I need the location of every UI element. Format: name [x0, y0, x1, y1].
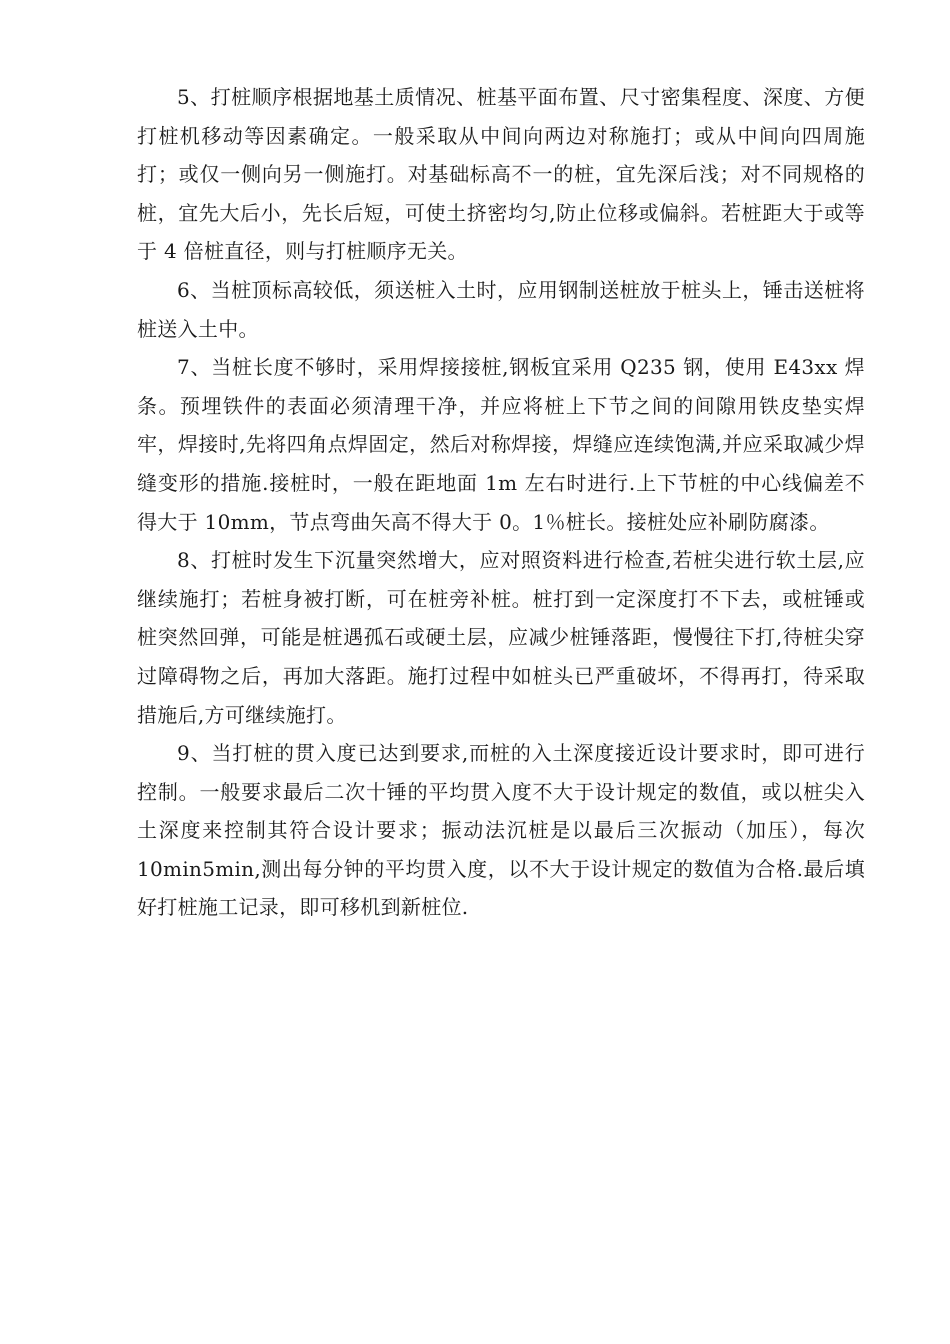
paragraph-7: 7、当桩长度不够时，采用焊接接桩,钢板宜采用 Q235 钢，使用 E43xx 焊条。预埋铁件的表面必须清理干净，并应将桩上下节之间的间隙用铁皮垫实焊牢，焊接时,先将四角点焊固定，然后对称焊接，焊缝应连续饱满,并应采取减少焊缝变形的措施.接桩时，一般在距地面 1m 左右时进行.上下节桩的中心线偏差不得大于 10mm，节点弯曲矢高不得大于 0。1％桩长。接桩处应补刷防腐漆。 — [137, 355, 865, 534]
document-body — [137, 78, 865, 927]
paragraph-6: 6、当桩顶标高较低，须送桩入土时，应用钢制送桩放于桩头上，锤击送桩将桩送入土中。 — [137, 277, 865, 341]
paragraph-9: 9、当打桩的贯入度已达到要求,而桩的入土深度接近设计要求时，即可进行控制。一般要求最后二次十锤的平均贯入度不大于设计规定的数值，或以桩尖入土深度来控制其符合设计要求；振动法沉桩是以最后三次振动（加压），每次 10min5min,测出每分钟的平均贯入度，以不大于设计规定的数值为合格.最后填好打桩施工记录，即可移机到新桩位. — [137, 741, 865, 920]
paragraph-8: 8、打桩时发生下沉量突然增大，应对照资料进行检查,若桩尖进行软土层,应继续施打；若桩身被打断，可在桩旁补桩。桩打到一定深度打不下去，或桩锤或桩突然回弹，可能是桩遇孤石或硬土层，应减少桩锤落距，慢慢往下打,待桩尖穿过障碍物之后，再加大落距。施打过程中如桩头已严重破坏，不得再打，待采取措施后,方可继续施打。 — [137, 548, 865, 727]
paragraph-5: 5、打桩顺序根据地基土质情况、桩基平面布置、尺寸密集程度、深度、方便打桩机移动等因素确定。一般采取从中间向两边对称施打；或从中间向四周施打；或仅一侧向另一侧施打。对基础标高不一的桩，宜先深后浅；对不同规格的桩，宜先大后小，先长后短，可使土挤密均匀,防止位移或偏斜。若桩距大于或等于 4 倍桩直径，则与打桩顺序无关。 — [137, 85, 865, 264]
